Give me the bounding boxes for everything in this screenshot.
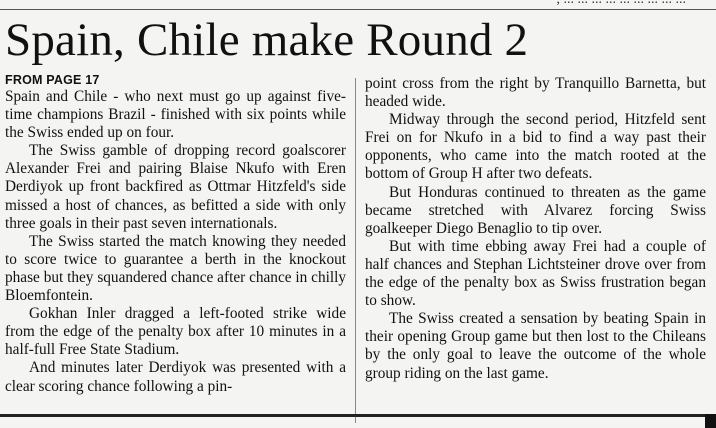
previous-article-fragment (0, 0, 716, 10)
headline: Spain, Chile make Round 2 (5, 14, 529, 66)
paragraph: Spain and Chile - who next must go up against five-time champions Brazil - finished with six points while the Swiss ended up on four. (5, 88, 346, 142)
paragraph-continued: point cross from the right by Tranquillo Barnetta, but headed wide. (365, 75, 706, 111)
paragraph: Gokhan Inler dragged a left-footed strike wide from the edge of the penalty box after 10 minutes in a half-full Free State Stadium. (5, 305, 346, 359)
paragraph: Midway through the second period, Hitzfeld sent Frei on for Nkufo in a bid to find a way past their opponents, who came into the match rooted at the bottom of Group H after two defeats. (365, 111, 706, 183)
paragraph: The Swiss created a sensation by beating Spain in their opening Group game but then lost to the Chileans by the only goal to leave the outcome of the whole group riding on the last game. (365, 310, 706, 382)
page-edge-shadow (705, 414, 716, 428)
article-column-1 (5, 73, 346, 396)
bottom-rule (0, 414, 716, 417)
continued-from-label: FROM PAGE 17 (5, 73, 100, 87)
paragraph: The Swiss gamble of dropping record goalscorer Alexander Frei and pairing Blaise Nkufo with Eren Derdiyok up front backfired as Ottmar Hitzfeld's side missed a host of chances, as befitted a side with only three goals in their past seven internationals. (5, 142, 346, 232)
paragraph: But with time ebbing away Frei had a couple of half chances and Stephan Lichtsteiner drove over from the edge of the penalty box as Swiss frustration began to show. (365, 237, 706, 310)
paragraph: But Honduras continued to threaten as the game became stretched with Alvarez forcing Swiss goalkeeper Diego Benaglio to tip over. (365, 183, 706, 237)
column-divider (355, 78, 356, 423)
article-column-2 (365, 75, 706, 383)
paragraph: And minutes later Derdiyok was presented with a clear scoring chance following a pin- (5, 359, 346, 395)
paragraph: The Swiss started the match knowing they needed to score twice to guarantee a berth in the knockout phase but they squandered chance after chance in chilly Bloemfontein. (5, 232, 346, 305)
